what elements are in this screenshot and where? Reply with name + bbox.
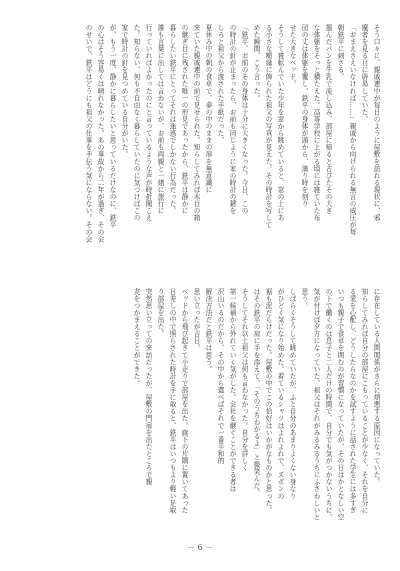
text-column: いつも親子で食卓を囲むのが習慣になっていたが、その日はかとなしい空 <box>336 288 344 521</box>
text-column: 友をつかまえることができた。 <box>132 288 140 387</box>
text-column: 団の丈は体躯を覆し、鉄平の身体が頭から、滴り時を刻り <box>300 24 308 208</box>
text-column: る小さな額縁に飾られた祖父の写真が見えた。その時計を写して <box>264 24 272 229</box>
text-column: 「おまえさえいなければ……」親戚から向けられる無言の威圧が毎 <box>348 24 356 236</box>
text-column: そう口々に、親戚連中が毎日のように屋敷を訪れる現状に、邪 <box>372 24 380 222</box>
text-column: る愛を心配し、どうしたらなのかを試すように話された学生には多すぎ <box>348 288 356 514</box>
text-column: 来ていた親戚連中の前で見せられた。知らしてみれば木目の箱 <box>192 24 200 222</box>
text-column: がひどく気になり始めた。着ているシャツはよれよれで、ズボンの <box>276 288 284 500</box>
text-column: た。知らない、何も不自由なく暮らしていたのに気づけばこの <box>132 24 140 222</box>
text-column: 魔者を見る目に辟易していた。 <box>360 24 368 123</box>
text-column: 暮らしたい鉄平にとってそれは迷惑でしかない行為だった。 <box>168 24 176 215</box>
text-column: 解決方法だと鉄平は思う。 <box>204 288 212 373</box>
text-column: 思い立ったが吉日。 <box>192 288 200 352</box>
text-column: 思う。 <box>300 288 308 310</box>
text-column: そうしてそれ以上祖父は何も言わなかった。自分を詳しく <box>240 288 248 472</box>
text-column: り部屋を出た。 <box>156 288 164 338</box>
text-column: 掴んだパンを牛乳で流し込み、部屋に帰ると古びたその大き <box>324 24 332 215</box>
text-column: のせいで、鉄平はどうにも祖父の仕事を手伝う気にならない。その会 <box>84 24 92 243</box>
text-column: 第一候補から外れていく気がした。会社を継ぐことができる者は <box>228 288 236 493</box>
text-column: 誰も言葉に出しては言わないが、お前も両親と一緒に旅行に <box>156 24 164 215</box>
lower-text-block <box>130 288 382 538</box>
text-column: ベッドから飛び起きて小走りで部屋を出た。廊下の片隅に置いてあった <box>180 288 188 514</box>
text-column: しばらくそうして眺めていたが、ふと自分のあまりよくない身なり <box>288 288 296 500</box>
text-column: そうして寝転んでいた少年を窓から眺めていると、窓の上にあ <box>276 24 284 222</box>
text-column: めた瞬間、こう言った。 <box>252 24 260 102</box>
text-column: の時計の針が止まったら、お前も同じように家の時計の鍵を <box>228 24 236 215</box>
text-column: の下で働くのは息子と二人だけの時間で、自分でも気がつかないうちに、 <box>324 288 332 521</box>
text-column: 「鉄平、お前のその身体は十分に大きくなった。今日、この <box>240 24 248 215</box>
text-column: が、もう一度、静かに暮らしたいと思っているだけなのに、鉄平 <box>108 24 116 229</box>
page-number: － 6 － <box>186 543 214 552</box>
text-column: せた大きなベッド。 <box>288 24 296 88</box>
text-column: 行っていればよかったのにと言っているような声が時折聞こえ <box>144 24 152 222</box>
text-column: な体躯をそっと横たえた。高等学校に上がる頃には寝ていた布 <box>312 24 320 222</box>
text-column: 知らしてみれば自分の部屋にこもっていることが少なく、それを自分に <box>360 288 368 514</box>
text-column: はその鉄平の肩に手を添えて、「そのうちわかるよ」と微笑んだ。 <box>252 288 260 497</box>
text-column: 日差しの中で照らされた時計を手に取ると、鉄平はいつもより軽い足取 <box>168 288 176 514</box>
text-column: しろと祖父から渡された手紙だった。 <box>216 24 224 144</box>
text-column: に存在している人間関係がさらに煩悪する原因になっていた。 <box>372 288 380 486</box>
text-column: 裾も泥だらけだった。屋敷の中でこの恰好はいかがなものかと思った。 <box>264 288 272 514</box>
text-column: 沢山いるのだから、その中から選べばそれで一番平和的 <box>216 288 224 465</box>
text-column: 朝鉄平に刺さる。 <box>336 24 344 81</box>
text-column: 夏休み中の朝の食卓で、夢の中のままの扉を無意識に <box>204 24 212 194</box>
upper-text-block <box>82 24 382 267</box>
text-column: の継ぎ目に残された唯一の形見であったから、鉄平は静かに <box>180 24 188 215</box>
text-column: の心はそう容易くは晴れなかった。あの事故から二年が過ぎ、その会 <box>96 24 104 243</box>
text-column: 家で時計の針を見つめている自分がいた。 <box>120 24 128 158</box>
text-column: 気が付けば夕方になっていた。祖父はそれがみるみるうちにふさわしいと <box>312 288 320 521</box>
text-column: 突然思い立っての来訪だったが、屋敷の門扉を出たところで親 <box>144 288 152 486</box>
